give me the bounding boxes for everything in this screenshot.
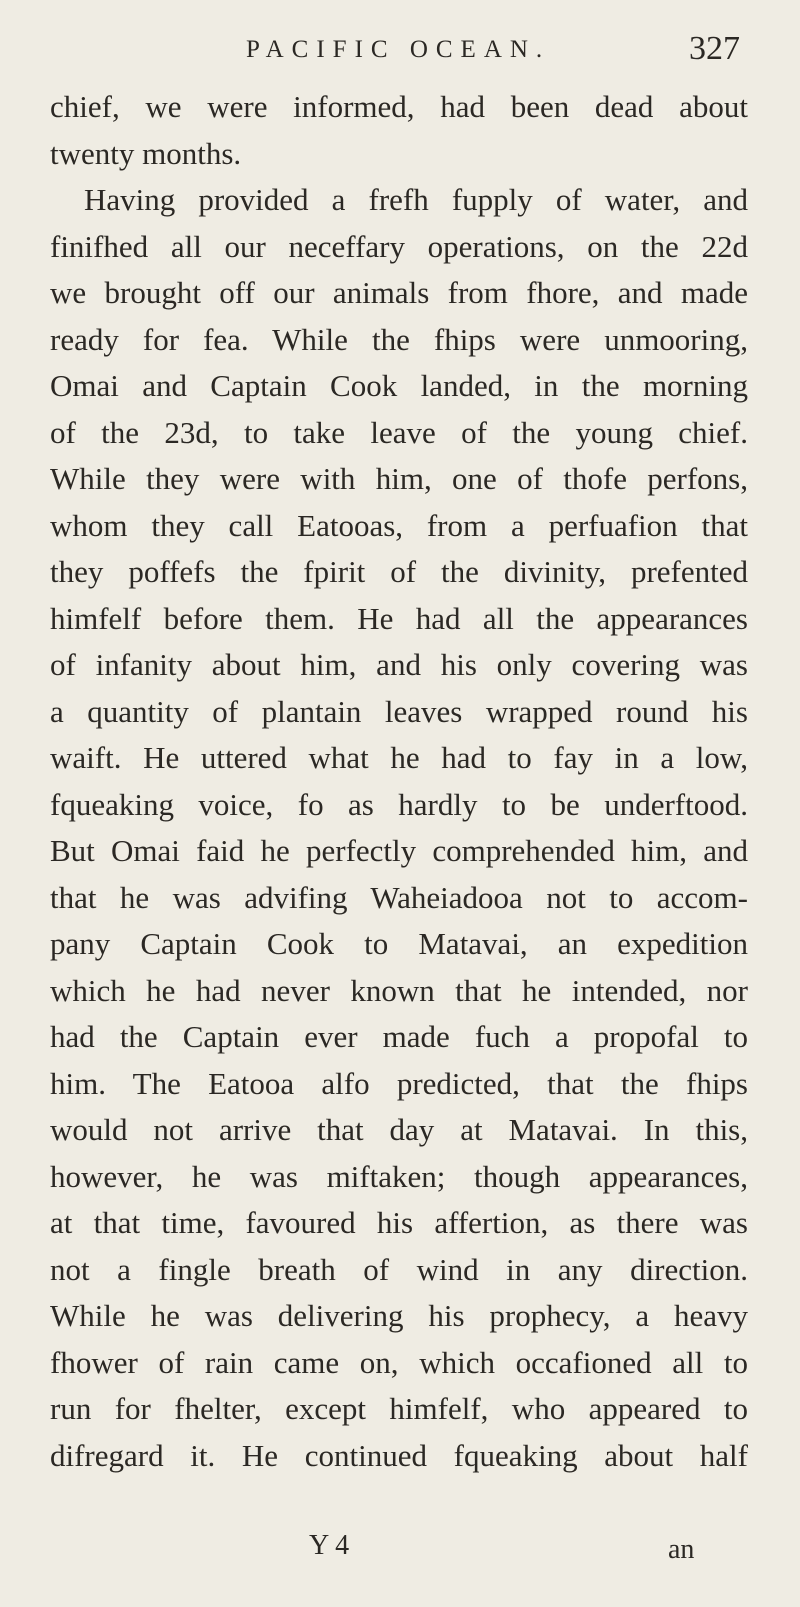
text-line: difregard it. He continued fqueaking about half [50, 1437, 748, 1473]
text-line: himfelf before them. He had all the appearances [50, 600, 748, 636]
text-line: waift. He uttered what he had to fay in a low, [50, 740, 748, 775]
text-line: Omai and Captain Cook landed, in the morning [50, 368, 748, 403]
body-text [50, 84, 748, 1479]
text-line: had the Captain ever made fuch a propofal to [50, 1019, 748, 1054]
text-line: Having provided a frefh fupply of water, and [84, 182, 748, 217]
page-footer [0, 1530, 800, 1574]
text-line: at that time, favoured his affertion, as there was [50, 1205, 748, 1240]
text-line: of the 23d, to take leave of the young chief. [50, 414, 748, 450]
text-line: pany Captain Cook to Matavai, an expedition [50, 926, 748, 961]
text-line: whom they call Eatooas, from a perfuafion that [50, 507, 748, 543]
text-line: fhower of rain came on, which occafioned all to [50, 1344, 748, 1380]
text-line: not a fingle breath of wind in any direction. [50, 1251, 748, 1287]
running-head [100, 30, 740, 74]
text-line: run for fhelter, except himfelf, who appeared to [50, 1391, 748, 1426]
text-line: which he had never known that he intended, nor [50, 972, 748, 1008]
text-line: would not arrive that day at Matavai. In this, [50, 1112, 748, 1147]
catchword: an [668, 1534, 695, 1565]
text-line: finifhed all our neceffary operations, on the 22d [50, 228, 748, 264]
text-line: we brought off our animals from fhore, and made [50, 275, 748, 310]
text-line: fqueaking voice, fo as hardly to be underftood. [50, 786, 748, 822]
text-line: twenty months. [50, 135, 242, 171]
text-line: of infanity about him, and his only covering was [50, 647, 748, 682]
text-line: they poffefs the fpirit of the divinity, prefented [50, 554, 748, 589]
text-line: however, he was miftaken; though appearances, [50, 1158, 748, 1194]
text-line: While he was delivering his prophecy, a heavy [50, 1298, 748, 1333]
text-line: But Omai faid he perfectly comprehended him, and [50, 833, 748, 868]
running-title: PACIFIC OCEAN. [246, 36, 551, 63]
text-line: While they were with him, one of thofe perfons, [50, 461, 748, 496]
page-number: 327 [689, 30, 740, 67]
text-line: ready for fea. While the fhips were unmooring, [50, 321, 748, 357]
text-line: a quantity of plantain leaves wrapped round his [50, 693, 748, 729]
signature-mark: Y 4 [309, 1530, 350, 1561]
text-line: chief, we were informed, had been dead about [50, 89, 748, 124]
text-line: that he was advifing Waheiadooa not to accom- [50, 879, 748, 915]
text-line: him. The Eatooa alfo predicted, that the fhips [50, 1065, 748, 1101]
